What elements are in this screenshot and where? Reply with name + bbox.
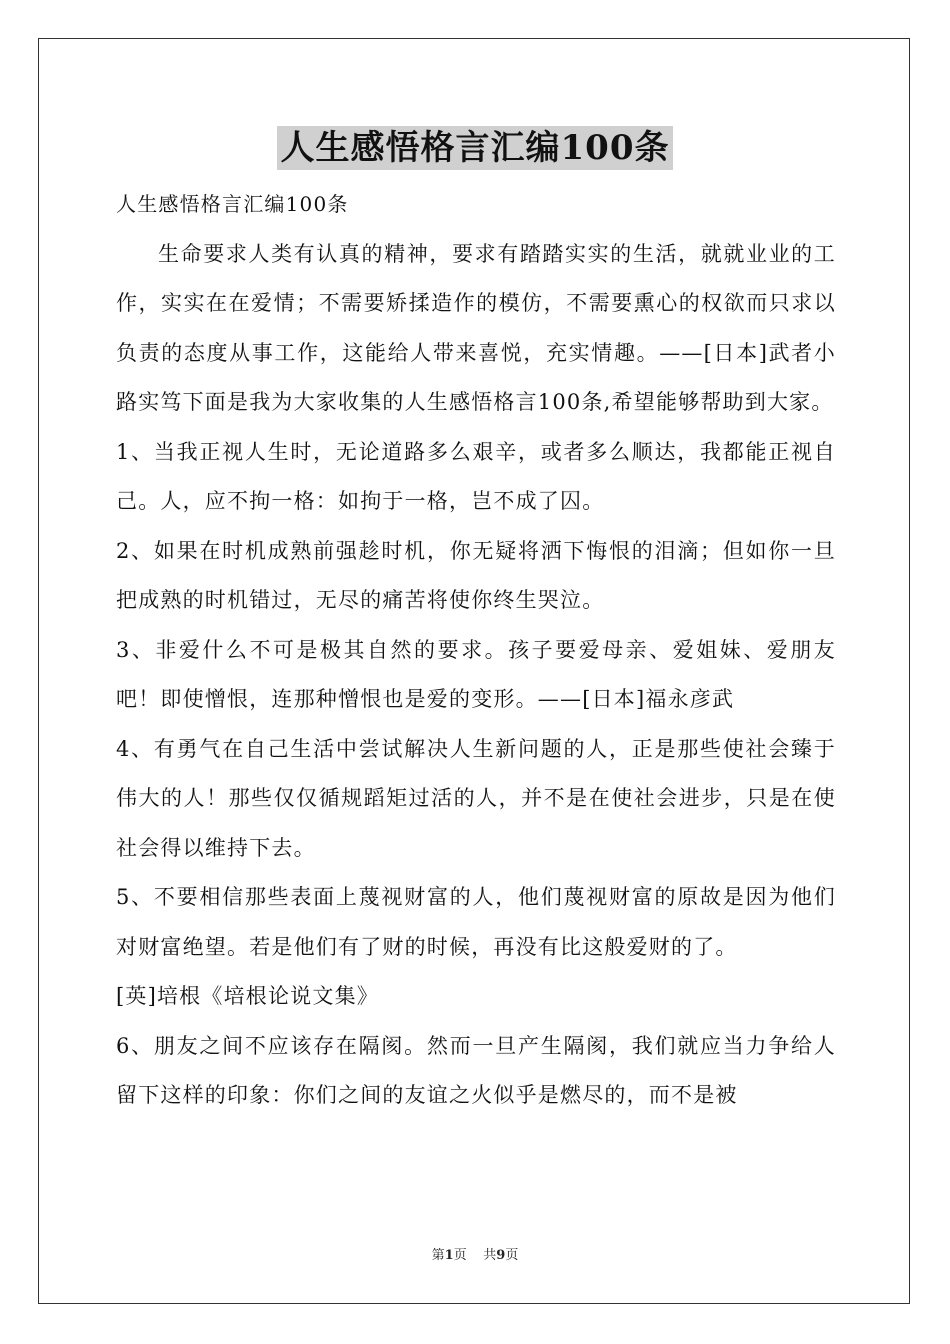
quote-item-4: 4、有勇气在自己生活中尝试解决人生新问题的人，正是那些使社会臻于伟大的人！那些仅仅循规蹈矩过活的人，并不是在使社会进步，只是在使社会得以维持下去。	[116, 736, 836, 860]
total-prefix: 共	[483, 1248, 497, 1263]
quote-source: [英]培根《培根论说文集》	[116, 984, 379, 1008]
quote-item-1: 1、当我正视人生时，无论道路多么艰辛，或者多么顺达，我都能正视自己。人，应不拘一格：如拘于一格，岂不成了囚。	[116, 439, 836, 513]
page-total: 9	[496, 1248, 506, 1263]
page-footer	[0, 1244, 950, 1263]
page-unit: 页	[453, 1248, 467, 1263]
page-prefix: 第	[431, 1248, 445, 1263]
quote-item-2: 2、如果在时机成熟前强趁时机，你无疑将洒下悔恨的泪滴；但如你一旦把成熟的时机错过，无尽的痛苦将使你终生哭泣。	[116, 538, 836, 612]
total-unit: 页	[505, 1248, 519, 1263]
intro-paragraph: 生命要求人类有认真的精神，要求有踏踏实实的生活，就就业业的工作，实实在在爱情；不需要矫揉造作的模仿，不需要熏心的权欲而只求以负责的态度从事工作，这能给人带来喜悦，充实情趣。——[日本]武者小路实笃下面是我为大家收集的人生感悟格言100条,希望能够帮助到大家。	[116, 241, 836, 414]
quote-item-3: 3、非爱什么不可是极其自然的要求。孩子要爱母亲、爱姐妹、爱朋友吧！即使憎恨，连那种憎恨也是爱的变形。——[日本]福永彦武	[116, 637, 836, 711]
document-body	[116, 180, 836, 1121]
page-current: 1	[444, 1248, 454, 1263]
quote-item-6: 6、朋友之间不应该存在隔阂。然而一旦产生隔阂，我们就应当力争给人留下这样的印象：你们之间的友谊之火似乎是燃尽的，而不是被	[116, 1033, 836, 1107]
title-container	[0, 126, 950, 170]
page-title: 人生感悟格言汇编100条	[277, 126, 674, 170]
subtitle: 人生感悟格言汇编100条	[116, 192, 349, 216]
quote-item-5: 5、不要相信那些表面上蔑视财富的人，他们蔑视财富的原故是因为他们对财富绝望。若是他们有了财的时候，再没有比这般爱财的了。	[116, 885, 836, 959]
